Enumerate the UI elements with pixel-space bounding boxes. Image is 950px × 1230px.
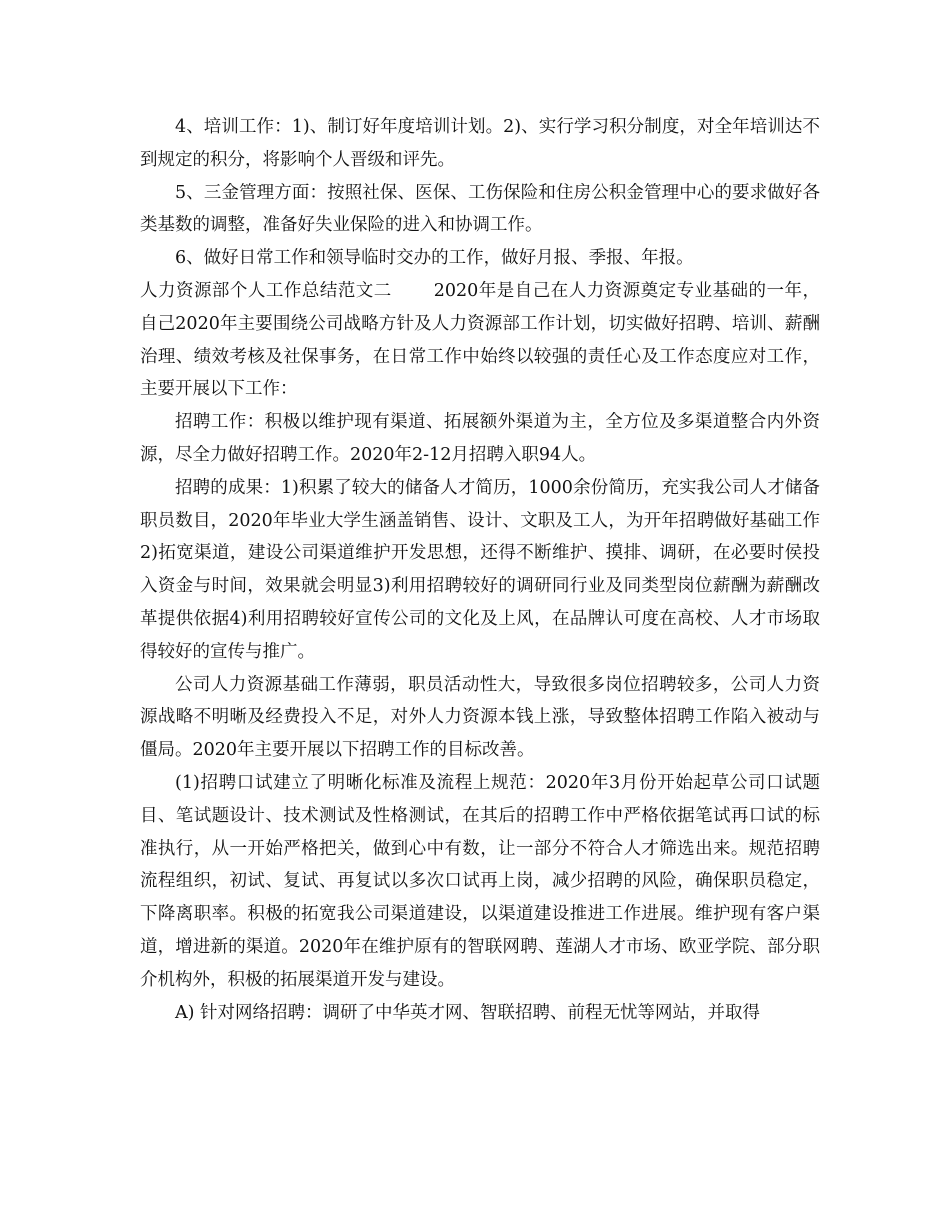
paragraph-daily-work: 6、做好日常工作和领导临时交办的工作，做好月报、季报、年报。 [175, 248, 694, 269]
paragraph-hr-basics: 公司人力资源基础工作薄弱，职员活动性大，导致很多岗位招聘较多，公司人力资源战略不明晰及经费投入不足，对外人力资源本钱上涨，导致整体招聘工作陷入被动与僵局。2020年主要开展以下招聘工作的目标改善。 [140, 674, 820, 761]
paragraph-recruitment-work: 招聘工作：积极以维护现有渠道、拓展额外渠道为主，全方位及多渠道整合内外资源，尽全力做好招聘工作。2020年2-12月招聘入职94人。 [140, 412, 820, 465]
paragraph-interview-standards: (1)招聘口试建立了明晰化标准及流程上规范：2020年3月份开始起草公司口试题目、笔试题设计、技术测试及性格测试，在其后的招聘工作中严格依据笔试再口试的标准执行，从一开始严格把关，做到心中有数，让一部分不符合人才筛选出来。规范招聘流程组织，初试、复试、再复试以多次口试再上岗，减少招聘的风险，确保职员稳定，下降离职率。积极的拓宽我公司渠道建设，以渠道建设推进工作进展。维护现有客户渠道，增进新的渠道。2020年在维护原有的智联网聘、莲湖人才市场、欧亚学院、部分职介机构外，积极的拓展渠道开发与建设。 [140, 772, 820, 990]
paragraph-insurance: 5、三金管理方面：按照社保、医保、工伤保险和住房公积金管理中心的要求做好各类基数的调整，准备好失业保险的进入和协调工作。 [140, 182, 820, 236]
paragraph-online-recruitment: A) 针对网络招聘：调研了中华英才网、智联招聘、前程无忧等网站，并取得 [175, 1002, 761, 1023]
paragraph-training: 4、培训工作：1)、制订好年度培训计划。2)、实行学习积分制度，对全年培训达不到规定的积分，将影响个人晋级和评先。 [140, 117, 820, 170]
paragraph-summary-heading: 人力资源部个人工作总结范文二 2020年是自己在人力资源奠定专业基础的一年，自己2020年主要围绕公司战略方针及人力资源部工作计划，切实做好招聘、培训、薪酬治理、绩效考核及社保事务，在日常工作中始终以较强的责任心及工作态度应对工作，主要开展以下工作： [140, 280, 820, 400]
paragraph-recruitment-results: 招聘的成果：1)积累了较大的储备人才简历，1000余份简历，充实我公司人才储备职员数目，2020年毕业大学生涵盖销售、设计、文职及工人，为开年招聘做好基础工作2)拓宽渠道，建设公司渠道维护开发思想，还得不断维护、摸排、调研，在必要时侯投入资金与时间，效果就会明显3)利用招聘较好的调研同行业及同类型岗位薪酬为薪酬改革提供依据4)利用招聘较好宣传公司的文化及上风，在品牌认可度在高校、人才市场取得较好的宣传与推广。 [140, 477, 820, 662]
document-page [140, 111, 820, 1029]
